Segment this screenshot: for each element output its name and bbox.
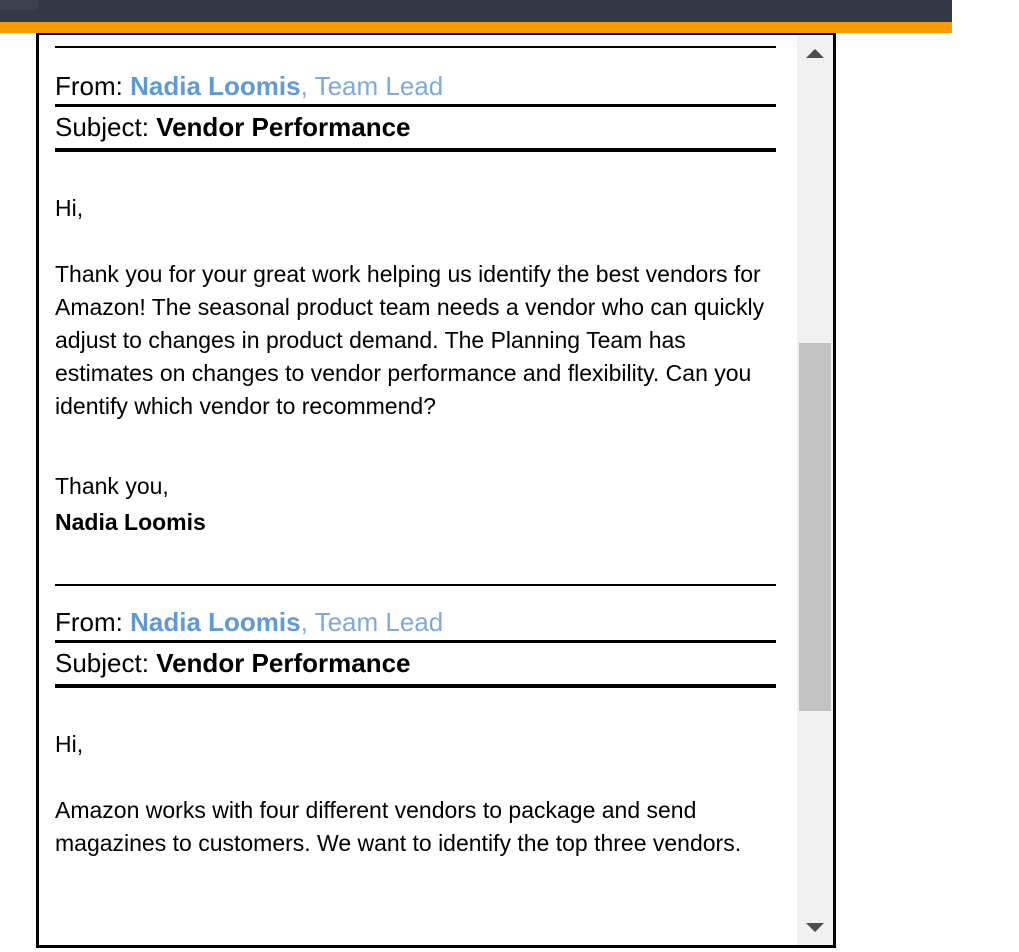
message-paragraph: Amazon works with four different vendors to package and send magazines to customers. We want to identify the top three vendors. (55, 797, 742, 856)
sender-name-link[interactable]: Nadia Loomis (130, 607, 301, 637)
topbar-highlight (0, 0, 38, 10)
subject-row (55, 643, 781, 684)
subject-text: Vendor Performance (156, 112, 411, 142)
greeting: Hi, (55, 731, 84, 757)
message-paragraph: Thank you for your great work helping us identify the best vendors for Amazon! The seasonal product team needs a vendor who can quickly adjust to changes in product demand. The Planning Team has estimates on changes to vendor performance and flexibility. Can you identify which vendor to recommend? (55, 261, 765, 419)
subject-label: Subject: (55, 112, 149, 142)
message-top-rule (55, 584, 776, 586)
down-arrow-icon (806, 923, 824, 932)
sender-role: , Team Lead (300, 607, 444, 637)
header-body-divider (55, 148, 776, 152)
email-pane (36, 33, 836, 948)
subject-label: Subject: (55, 648, 149, 678)
signature: Nadia Loomis (55, 509, 206, 535)
from-row (55, 604, 781, 640)
closing: Thank you, (55, 473, 169, 499)
vertical-scrollbar[interactable] (797, 35, 833, 945)
from-row (55, 68, 781, 104)
from-label: From: (55, 71, 123, 101)
window-top-bar (0, 0, 952, 22)
scroll-up-button[interactable] (797, 35, 833, 71)
greeting: Hi, (55, 195, 84, 221)
sender-role: , Team Lead (300, 71, 444, 101)
scrollbar-thumb[interactable] (799, 343, 831, 711)
accent-stripe (0, 22, 952, 33)
email-thread (39, 35, 797, 945)
subject-row (55, 107, 781, 148)
subject-text: Vendor Performance (156, 648, 411, 678)
message-top-rule (55, 46, 776, 48)
header-body-divider (55, 684, 776, 688)
scroll-down-button[interactable] (797, 909, 833, 945)
from-label: From: (55, 607, 123, 637)
sender-name-link[interactable]: Nadia Loomis (130, 71, 301, 101)
up-arrow-icon (806, 49, 824, 58)
